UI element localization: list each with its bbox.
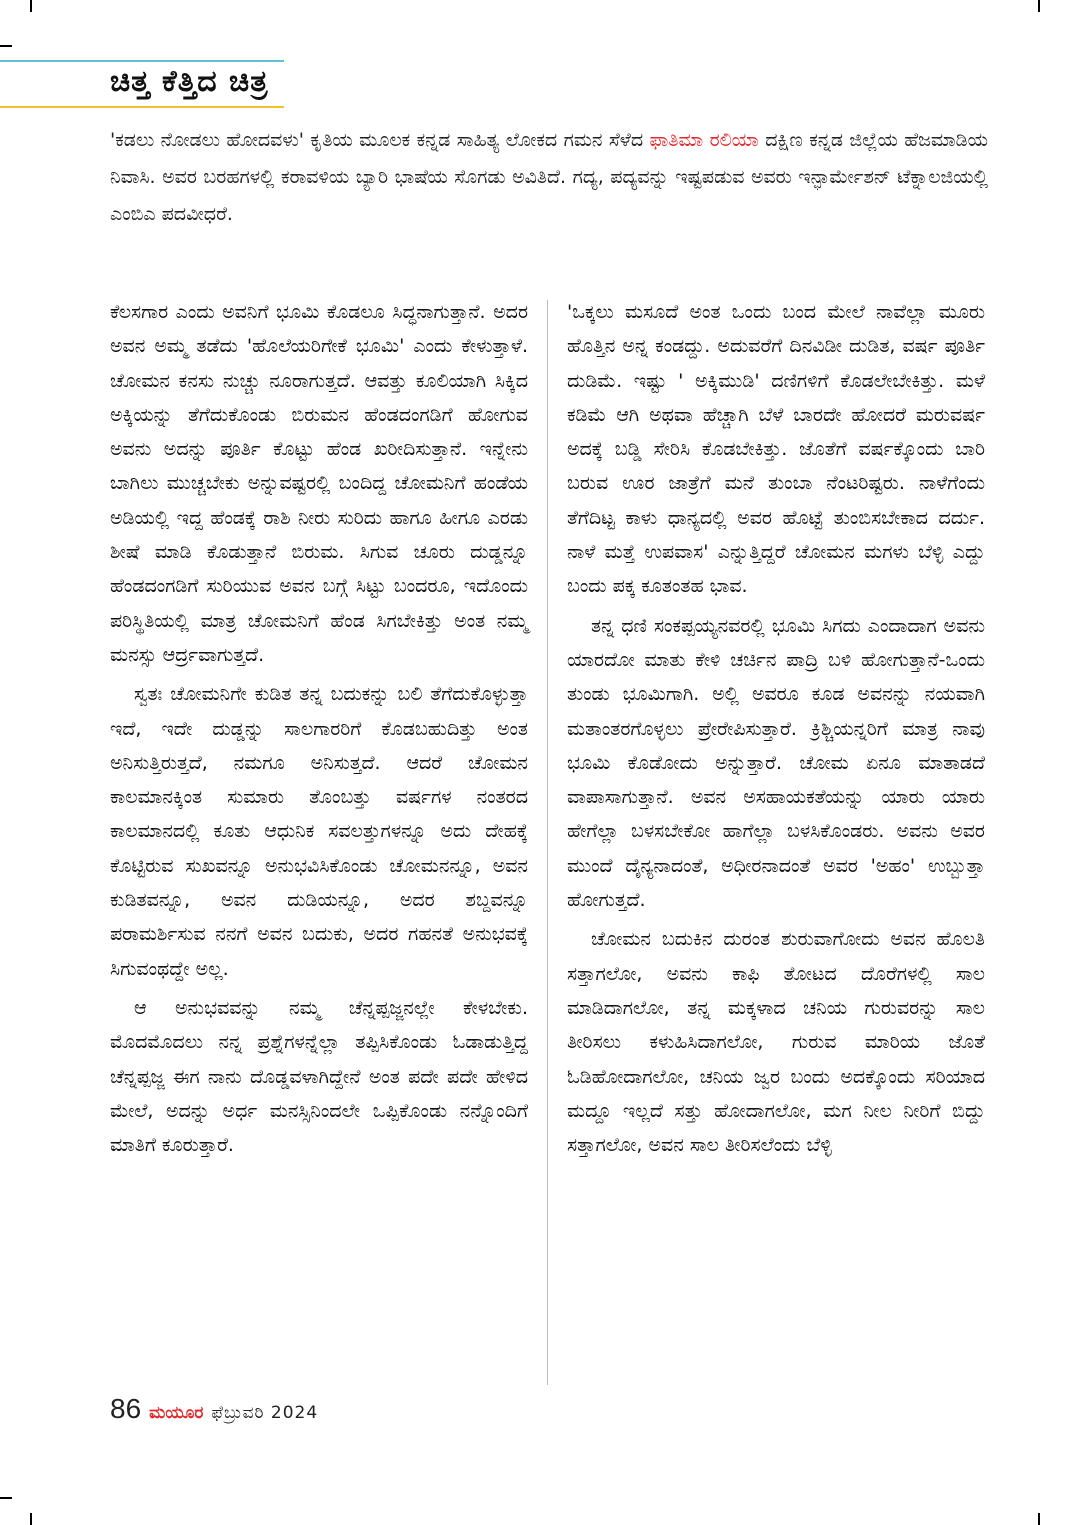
paragraph: 'ಒಕ್ಕಲು ಮಸೂದೆ ಅಂತ ಒಂದು ಬಂದ ಮೇಲೆ ನಾವೆಲ್ಲಾ ಮೂರು ಹೊತ್ತಿನ ಅನ್ನ ಕಂಡದ್ದು. ಅದುವರೆಗೆ ದಿನವಿಡೀ ದುಡಿತ, ವರ್ಷ ಪೂರ್ತಿ ದುಡಿಮೆ. ಇಷ್ಟು ' ಅಕ್ಕಿಮುಡಿ' ದಣಿಗಳಿಗೆ ಕೊಡಲೇಬೇಕಿತ್ತು. ಮಳೆ ಕಡಿಮೆ ಆಗಿ ಅಥವಾ ಹೆಚ್ಚಾಗಿ ಬೆಳೆ ಬಾರದೇ ಹೋದರೆ ಮರುವರ್ಷ ಅದಕ್ಕೆ ಬಡ್ಡಿ ಸೇರಿಸಿ ಕೊಡಬೇಕಿತ್ತು. ಜೊತೆಗೆ ವರ್ಷಕ್ಕೊಂದು ಬಾರಿ ಬರುವ ಊರ ಜಾತ್ರೆಗೆ ಮನೆ ತುಂಬಾ ನೆಂಟರಿಷ್ಟರು. ನಾಳೆಗೆಂದು ತೆಗೆದಿಟ್ಟ ಕಾಳು ಧಾನ್ಯದಲ್ಲಿ ಅವರ ಹೊಟ್ಟೆ ತುಂಬಿಸಬೇಕಾದ ದರ್ದು. ನಾಳೆ ಮತ್ತೆ ಉಪವಾಸ' ಎನ್ನುತ್ತಿದ್ದರೆ ಚೋಮನ ಮಗಳು ಬೆಳ್ಳಿ ಎದ್ದು ಬಂದು ಪಕ್ಕ ಕೂತಂತಹ ಭಾವ. xyxy=(567,301,985,598)
left-column xyxy=(110,295,528,1162)
header-accent-line-top xyxy=(0,60,284,62)
issue-date: ಫೆಬ್ರುವರಿ 2024 xyxy=(211,1403,319,1423)
crop-mark xyxy=(30,0,32,12)
right-column xyxy=(567,295,985,1162)
crop-mark xyxy=(1038,1513,1040,1525)
magazine-logo: ಮಯೂರ xyxy=(149,1403,204,1423)
crop-mark xyxy=(30,1513,32,1525)
paragraph: ಕೆಲಸಗಾರ ಎಂದು ಅವನಿಗೆ ಭೂಮಿ ಕೊಡಲೂ ಸಿದ್ಧನಾಗುತ್ತಾನೆ. ಅದರ ಅವನ ಅಮ್ಮ ತಡೆದು 'ಹೊಲೆಯರಿಗೇಕೆ ಭೂಮಿ' ಎಂದು ಕೇಳುತ್ತಾಳೆ. ಚೋಮನ ಕನಸು ನುಚ್ಚು ನೂರಾಗುತ್ತದೆ. ಆವತ್ತು ಕೂಲಿಯಾಗಿ ಸಿಕ್ಕಿದ ಅಕ್ಕಿಯನ್ನು ತೆಗೆದುಕೊಂಡು ಬಿರುಮನ ಹೆಂಡದಂಗಡಿಗೆ ಹೋಗುವ ಅವನು ಅದನ್ನು ಪೂರ್ತಿ ಕೊಟ್ಟು ಹೆಂಡ ಖರೀದಿಸುತ್ತಾನೆ. ಇನ್ನೇನು ಬಾಗಿಲು ಮುಚ್ಚಬೇಕು ಅನ್ನುವಷ್ಟರಲ್ಲಿ ಬಂದಿದ್ದ ಚೋಮನಿಗೆ ಹಂಡೆಯ ಅಡಿಯಲ್ಲಿ ಇದ್ದ ಹೆಂಡಕ್ಕೆ ರಾಶಿ ನೀರು ಸುರಿದು ಹಾಗೂ ಹೀಗೂ ಎರಡು ಶೀಷೆ ಮಾಡಿ ಕೊಡುತ್ತಾನೆ ಬಿರುಮ. ಸಿಗುವ ಚೂರು ದುಡ್ಡನ್ನೂ ಹೆಂಡದಂಗಡಿಗೆ ಸುರಿಯುವ ಅವನ ಬಗ್ಗೆ ಸಿಟ್ಟು ಬಂದರೂ, ಇದೊಂದು ಪರಿಸ್ಥಿತಿಯಲ್ಲಿ ಮಾತ್ರ ಚೋಮನಿಗೆ ಹೆಂಡ ಸಿಗಬೇಕಿತ್ತು ಅಂತ ನಮ್ಮ ಮನಸ್ಸು ಆರ್ದ್ರವಾಗುತ್ತದೆ. xyxy=(110,301,528,666)
intro-text-after: ದಕ್ಷಿಣ ಕನ್ನಡ ಜಿಲ್ಲೆಯ ಹೆಜಮಾಡಿಯ ನಿವಾಸಿ. ಅವರ ಬರಹಗಳಲ್ಲಿ ಕರಾವಳಿಯ ಬ್ಯಾರಿ ಭಾಷೆಯ ಸೊಗಡು ಅವಿತಿದೆ. ಗದ್ಯ, ಪದ್ಯವನ್ನು ಇಷ್ಟಪಡುವ ಅವರು ಇನ್ಫಾರ್ಮೇಶನ್ ಟೆಕ್ನಾಲಜಿಯಲ್ಲಿ ಎಂಬಿಎ ಪದವೀಧರೆ. xyxy=(110,129,988,225)
intro-text-before: 'ಕಡಲು ನೋಡಲು ಹೋದವಳು' ಕೃತಿಯ ಮೂಲಕ ಕನ್ನಡ ಸಾಹಿತ್ಯ ಲೋಕದ ಗಮನ ಸೆಳೆದ xyxy=(110,129,650,151)
page-number: 86 xyxy=(110,1393,142,1424)
crop-mark xyxy=(0,1497,12,1499)
paragraph: ಚೋಮನ ಬದುಕಿನ ದುರಂತ ಶುರುವಾಗೋದು ಅವನ ಹೊಲತಿ ಸತ್ತಾಗಲೋ, ಅವನು ಕಾಫಿ ತೋಟದ ದೊರೆಗಳಲ್ಲಿ ಸಾಲ ಮಾಡಿದಾಗಲೋ, ತನ್ನ ಮಕ್ಕಳಾದ ಚನಿಯ ಗುರುವರನ್ನು ಸಾಲ ತೀರಿಸಲು ಕಳುಹಿಸಿದಾಗಲೋ, ಗುರುವ ಮಾರಿಯ ಜೊತೆ ಓಡಿಹೋದಾಗಲೋ, ಚನಿಯ ಜ್ವರ ಬಂದು ಅದಕ್ಕೊಂದು ಸರಿಯಾದ ಮದ್ದೂ ಇಲ್ಲದೆ ಸತ್ತು ಹೋದಾಗಲೋ, ಮಗ ನೀಲ ನೀರಿಗೆ ಬಿದ್ದು ಸತ್ತಾಗಲೋ, ಅವನ ಸಾಲ ತೀರಿಸಲೆಂದು ಬೆಳ್ಳಿ xyxy=(567,928,985,1157)
section-title: ಚಿತ್ತ ಕೆತ್ತಿದ ಚಿತ್ರ xyxy=(110,64,269,99)
crop-mark xyxy=(0,45,12,47)
paragraph: ತನ್ನ ಧಣಿ ಸಂಕಪ್ಪಯ್ಯನವರಲ್ಲಿ ಭೂಮಿ ಸಿಗದು ಎಂದಾದಾಗ ಅವನು ಯಾರದೋ ಮಾತು ಕೇಳಿ ಚರ್ಚಿನ ಪಾದ್ರಿ ಬಳಿ ಹೋಗುತ್ತಾನೆ-ಒಂದು ತುಂಡು ಭೂಮಿಗಾಗಿ. ಅಲ್ಲಿ ಅವರೂ ಕೂಡ ಅವನನ್ನು ನಯವಾಗಿ ಮತಾಂತರಗೊಳ್ಳಲು ಪ್ರೇರೇಪಿಸುತ್ತಾರೆ. ಕ್ರಿಶ್ಚಿಯನ್ನರಿಗೆ ಮಾತ್ರ ನಾವು ಭೂಮಿ ಕೊಡೋದು ಅನ್ನುತ್ತಾರೆ. ಚೋಮ ಏನೂ ಮಾತಾಡದೆ ವಾಪಾಸಾಗುತ್ತಾನೆ. ಅವನ ಅಸಹಾಯಕತೆಯನ್ನು ಯಾರು ಯಾರು ಹೇಗೆಲ್ಲಾ ಬಳಸಬೇಕೋ ಹಾಗೆಲ್ಲಾ ಬಳಸಿಕೊಂಡರು. ಅವನು ಅವರ ಮುಂದೆ ದೈನ್ಯನಾದಂತೆ, ಅಧೀರನಾದಂತೆ ಅವರ 'ಅಹಂ' ಉಬ್ಬುತ್ತಾ ಹೋಗುತ್ತದೆ. xyxy=(567,614,985,912)
page-footer xyxy=(110,1393,318,1429)
paragraph: ಸ್ವತಃ ಚೋಮನಿಗೇ ಕುಡಿತ ತನ್ನ ಬದುಕನ್ನು ಬಲಿ ತೆಗೆದುಕೊಳ್ಳುತ್ತಾ ಇದೆ, ಇದೇ ದುಡ್ಡನ್ನು ಸಾಲಗಾರರಿಗೆ ಕೊಡಬಹುದಿತ್ತು ಅಂತ ಅನಿಸುತ್ತಿರುತ್ತದೆ, ನಮಗೂ ಅನಿಸುತ್ತದೆ. ಆದರೆ ಚೋಮನ ಕಾಲಮಾನಕ್ಕಿಂತ ಸುಮಾರು ತೊಂಬತ್ತು ವರ್ಷಗಳ ನಂತರದ ಕಾಲಮಾನದಲ್ಲಿ ಕೂತು ಆಧುನಿಕ ಸವಲತ್ತುಗಳನ್ನೂ ಅದು ದೇಹಕ್ಕೆ ಕೊಟ್ಟಿರುವ ಸುಖವನ್ನೂ ಅನುಭವಿಸಿಕೊಂಡು ಚೋಮನನ್ನೂ, ಅವನ ಕುಡಿತವನ್ನೂ, ಅವನ ದುಡಿಯನ್ನೂ, ಅದರ ಶಬ್ದವನ್ನೂ ಪರಾಮರ್ಶಿಸುವ ನನಗೆ ಅವನ ಬದುಕು, ಅದರ ಗಹನತೆ ಅನುಭವಕ್ಕೆ ಸಿಗುವಂಥದ್ದೇ ಅಲ್ಲ. xyxy=(110,683,528,980)
crop-mark xyxy=(1038,0,1040,12)
paragraph: ಆ ಅನುಭವವನ್ನು ನಮ್ಮ ಚೆನ್ನಪ್ಪಜ್ಜನಲ್ಲೇ ಕೇಳಬೇಕು. ಮೊದಮೊದಲು ನನ್ನ ಪ್ರಶ್ನೆಗಳನ್ನೆಲ್ಲಾ ತಪ್ಪಿಸಿಕೊಂಡು ಓಡಾಡುತ್ತಿದ್ದ ಚೆನ್ನಪ್ಪಜ್ಜ ಈಗ ನಾನು ದೊಡ್ಡವಳಾಗಿದ್ದೇನೆ ಅಂತ ಪದೇ ಪದೇ ಹೇಳಿದ ಮೇಲೆ, ಅದನ್ನು ಅರ್ಧ ಮನಸ್ಸಿನಿಂದಲೇ ಒಪ್ಪಿಕೊಂಡು ನನ್ನೊಂದಿಗೆ ಮಾತಿಗೆ ಕೂರುತ್ತಾರೆ. xyxy=(110,996,528,1157)
author-intro xyxy=(110,122,988,233)
author-name: ಫಾತಿಮಾ ರಲಿಯಾ xyxy=(649,129,759,151)
header-accent-line-bottom xyxy=(0,106,284,108)
column-divider xyxy=(547,300,548,1385)
